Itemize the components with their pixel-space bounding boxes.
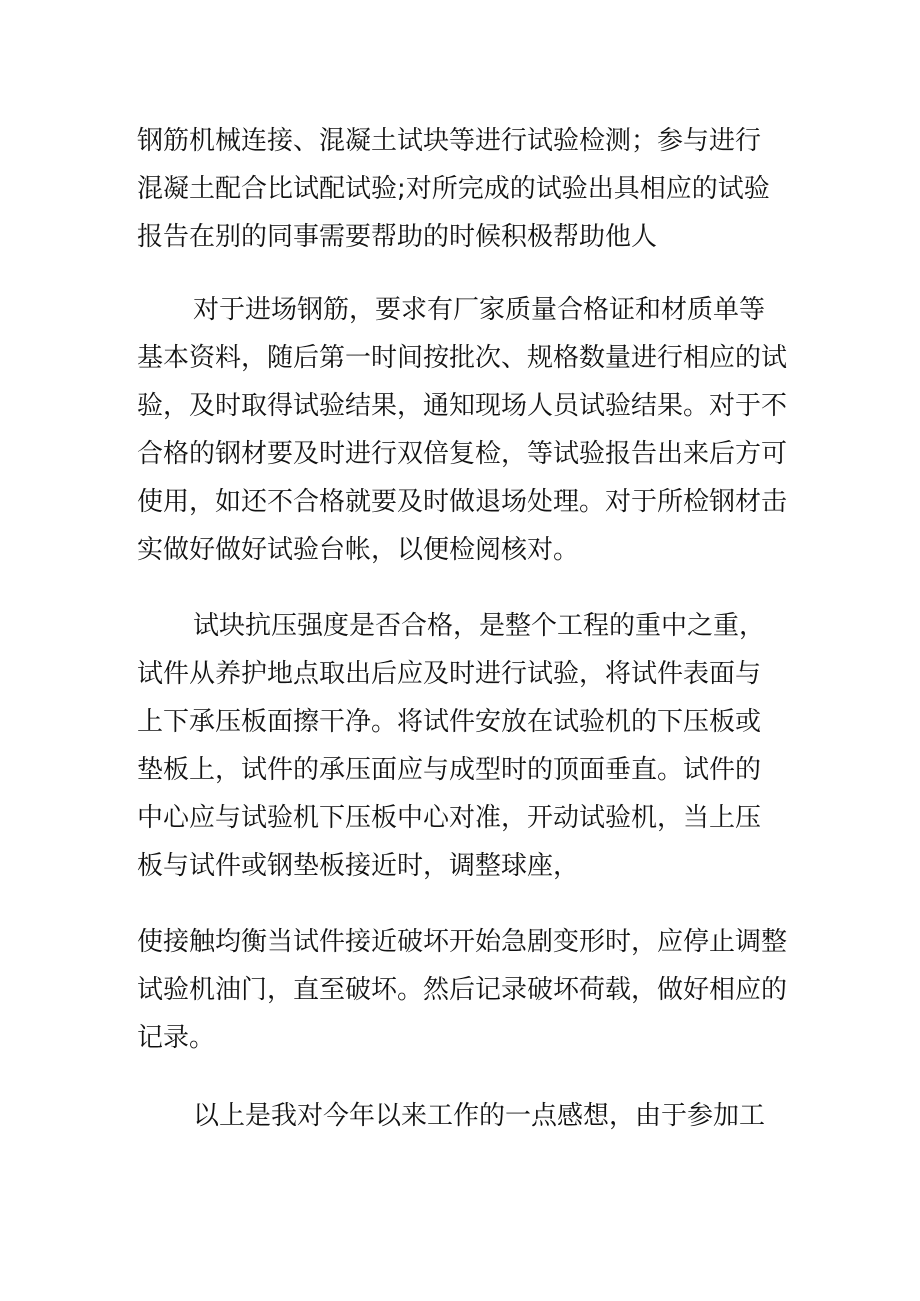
- text-line: 试件从养护地点取出后应及时进行试验，将试件表面与: [137, 659, 762, 689]
- text-line: 基本资料，随后第一时间按批次、规格数量进行相应的试: [137, 343, 788, 373]
- text-line: 试块抗压强度是否合格，是整个工程的重中之重，: [193, 611, 766, 641]
- text-line: 记录。: [137, 1023, 216, 1053]
- paragraph-5: [137, 1092, 797, 1140]
- paragraph-2: [137, 286, 797, 574]
- text-line: 以上是我对今年以来工作的一点感想，由于参加工: [193, 1101, 766, 1131]
- text-line: 合格的钢材要及时进行双倍复检，等试验报告出来后方可: [137, 439, 788, 469]
- text-line: 钢筋机械连接、混凝土试块等进行试验检测；参与进行: [137, 126, 762, 156]
- text-line: 垫板上，试件的承压面应与成型时的顶面垂直。试件的: [137, 755, 762, 785]
- text-line: 上下承压板面擦干净。将试件安放在试验机的下压板或: [137, 707, 762, 737]
- text-line: 验，及时取得试验结果，通知现场人员试验结果。对于不: [137, 391, 788, 421]
- paragraph-1: [137, 117, 797, 261]
- text-line: 板与试件或钢垫板接近时，调整球座，: [137, 851, 580, 881]
- text-line: 混凝土配合比试配试验;对所完成的试验出具相应的试验: [137, 174, 770, 204]
- text-line: 试验机油门，直至破坏。然后记录破坏荷载，做好相应的: [137, 975, 788, 1005]
- paragraph-4: [137, 918, 797, 1062]
- text-line: 使用，如还不合格就要及时做退场处理。对于所检钢材击: [137, 487, 788, 517]
- text-line: 中心应与试验机下压板中心对准，开动试验机，当上压: [137, 803, 762, 833]
- text-line: 实做好做好试验台帐，以便检阅核对。: [137, 535, 580, 565]
- paragraph-3: [137, 602, 797, 890]
- text-line: 报告在别的同事需要帮助的时候积极帮助他人: [137, 222, 658, 252]
- text-line: 对于进场钢筋，要求有厂家质量合格证和材质单等: [193, 295, 766, 325]
- text-line: 使接触均衡当试件接近破坏开始急剧变形时，应停止调整: [137, 927, 788, 957]
